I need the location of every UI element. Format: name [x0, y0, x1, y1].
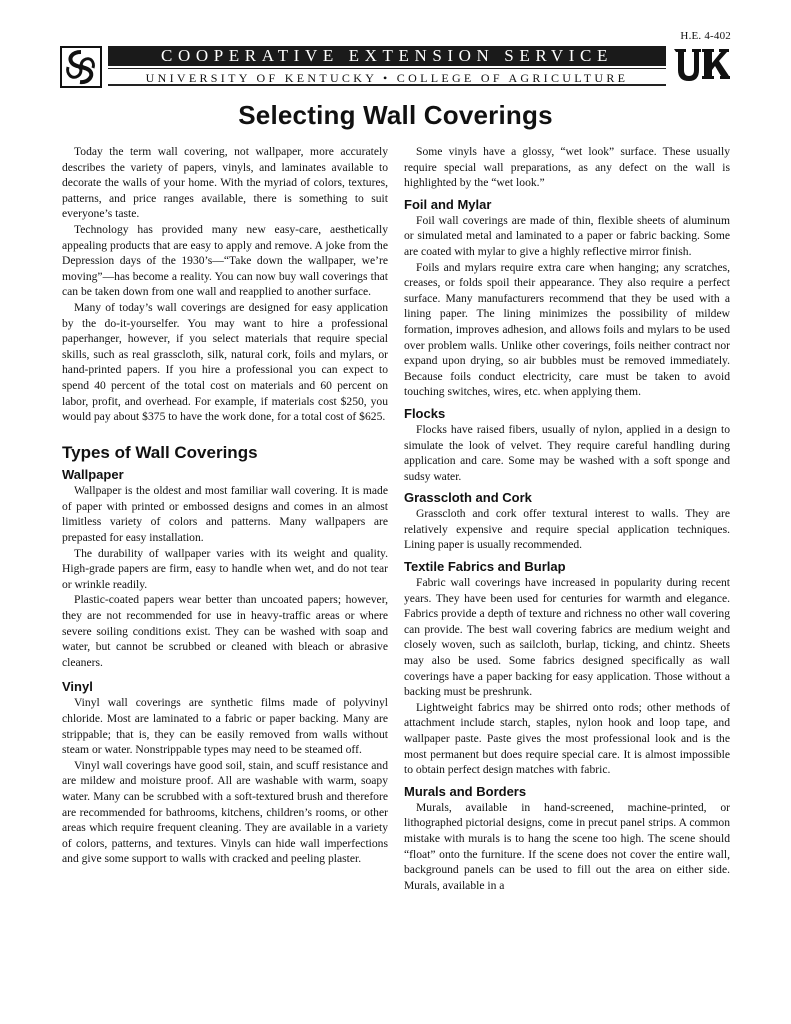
types-heading: Types of Wall Coverings [62, 442, 258, 462]
wallpaper-heading: Wallpaper [62, 467, 124, 483]
grasscloth-paragraph: Grasscloth and cork offer textural interest to walls. They are relatively expensive and require special application techniques. Lining paper is usually recommended. [404, 507, 730, 552]
cooperative-extension-band: COOPERATIVE EXTENSION SERVICE [108, 46, 666, 66]
intro-paragraph: Today the term wall covering, not wallpaper, more accurately describes the variety of papers, vinyls, and laminates available to decorate the walls of your home. With the myriad of colors, textures, patterns, and price ranges available, there is something to suit everyone’s taste. [62, 145, 388, 221]
foil-mylar-heading: Foil and Mylar [404, 196, 492, 212]
foil-paragraph: Foils and mylars require extra care when hanging; any scratches, creases, or folds spoil their appearance. They also require a perfect surface. Many manufacturers recommend that they be used with a lining paper. The lining minimizes the possibility of mildew formation, improves adhesion, and allows foils and mylars to be used over problem walls. Unlike other coverings, foils neither contract nor expand upon drying, so air bubbles must be removed immediately. Because foils conduct electricity, care must be taken to avoid touching switches, wires, etc. when applying them. [404, 260, 730, 399]
intro-paragraph: Many of today’s wall coverings are designed for easy application by the do-it-yourselfer. You may want to hire a professional paperhanger, however, if you select materials that require special skills, such as real grasscloth, silk, natural cork, foils and mylars, or hand-printed papers. If you hire a professional you can expect to spend 40 percent of the total cost on materials and 60 percent on labor, profit, and overhead. For example, if materials cost $250, you would pay about $375 to have the work done, for a total cost of $625. [62, 300, 388, 424]
flocks-paragraph: Flocks have raised fibers, usually of nylon, applied in a design to simulate the look of velvet. They require careful handling during application and care. Some may be washed with a soft sponge and sudsy water. [404, 422, 730, 483]
page-title: Selecting Wall Coverings [238, 100, 553, 130]
vinyl-continued-paragraph: Some vinyls have a glossy, “wet look” surface. These usually require special wall preparations, as any defect on the wall is highlighted by the “wet look.” [404, 145, 730, 190]
extension-service-logo-icon [60, 46, 102, 88]
murals-borders-heading: Murals and Borders [404, 783, 527, 799]
flocks-heading: Flocks [404, 405, 446, 421]
vinyl-paragraph: Vinyl wall coverings have good soil, stain, and scuff resistance and are mildew and moisture proof. All are washable with warm, soapy water. Many can be scrubbed with a soft-textured brush and therefore are recommended for bathrooms, kitchens, children’s rooms, or other areas which require frequent cleaning. They are available in a variety of colors, patterns, and textures. Vinyls can hide wall imperfections and give some support to walls with cracked and peeling plaster. [62, 758, 388, 866]
textile-burlap-heading: Textile Fabrics and Burlap [404, 559, 566, 575]
wallpaper-paragraph: Wallpaper is the oldest and most familiar wall covering. It is made of paper with printed or embossed designs and comes in an almost limitless variety of colors and patterns. Many wallpapers are prepasted for easy installation. [62, 484, 388, 545]
foil-paragraph: Foil wall coverings are made of thin, flexible sheets of aluminum or simulated metal and laminated to a paper or fabric backing. Some are coated with mylar to give a highly reflective mirror finish. [404, 213, 730, 258]
vinyl-paragraph: Vinyl wall coverings are synthetic films made of polyvinyl chloride. Most are laminated to a fabric or paper backing. Many are strippable; that is, they can be easily removed from walls without steam or water. Nonstrippable types may need to be steamed off. [62, 696, 388, 757]
left-column [62, 144, 388, 867]
grasscloth-cork-heading: Grasscloth and Cork [404, 490, 532, 506]
wallpaper-paragraph: Plastic-coated papers wear better than uncoated papers; however, they are not recommended for use in heavy-traffic areas or where severe soiling conditions exist. They can be washed with soap and water, but cannot be scrubbed or cleaned with bleach or abrasive cleaners. [62, 593, 388, 669]
masthead [60, 44, 730, 90]
vinyl-heading: Vinyl [62, 679, 93, 695]
university-college-band: UNIVERSITY OF KENTUCKY • COLLEGE OF AGRICULTURE [108, 68, 666, 86]
uk-logo-icon [672, 46, 730, 86]
murals-paragraph: Murals, available in hand-screened, machine-printed, or lithographed pictorial designs, come in precut panel strips. A common mistake with murals is to hang the scene too high. The scene should “float” onto the furniture. If the scene does not cover the entire wall, background panels can be used to fill out the area on either side. Murals, available in a [404, 800, 730, 892]
textile-paragraph: Fabric wall coverings have increased in popularity during recent years. They have been used for centuries for warmth and elegance. Fabrics provide a depth of texture and richness no other wall covering can provide. The best wall covering fabrics are medium weight and closely woven, such as sailcloth, burlap, ticking, and chintz. Sheets may also be used. Some fabrics designed specifically as wall coverings have a paper backing for easy application. Those without a backing must be preshrunk. [404, 576, 730, 699]
wallpaper-paragraph: The durability of wallpaper varies with its weight and quality. High-grade papers are firm, easy to handle when wet, and do not tear or wrinkle readily. [62, 546, 388, 591]
intro-paragraph: Technology has provided many new easy-care, aesthetically appealing products that are easy to apply and remove. A joke from the Depression days of the 1930’s—“Take down the wallpaper, we’re moving”—has become a reality. You can now buy wall coverings that can be taken down from one wall and reapplied to another surface. [62, 222, 388, 299]
right-column [404, 144, 730, 893]
textile-paragraph: Lightweight fabrics may be shirred onto rods; other methods of attachment include starch, staples, nylon hook and loop tape, and wallpaper paste. Paste gives the most professional look and is the most permanent but does require special care. It is almost impossible to obtain perfect design matches with fabric. [404, 700, 730, 777]
document-number: H.E. 4-402 [680, 30, 731, 42]
